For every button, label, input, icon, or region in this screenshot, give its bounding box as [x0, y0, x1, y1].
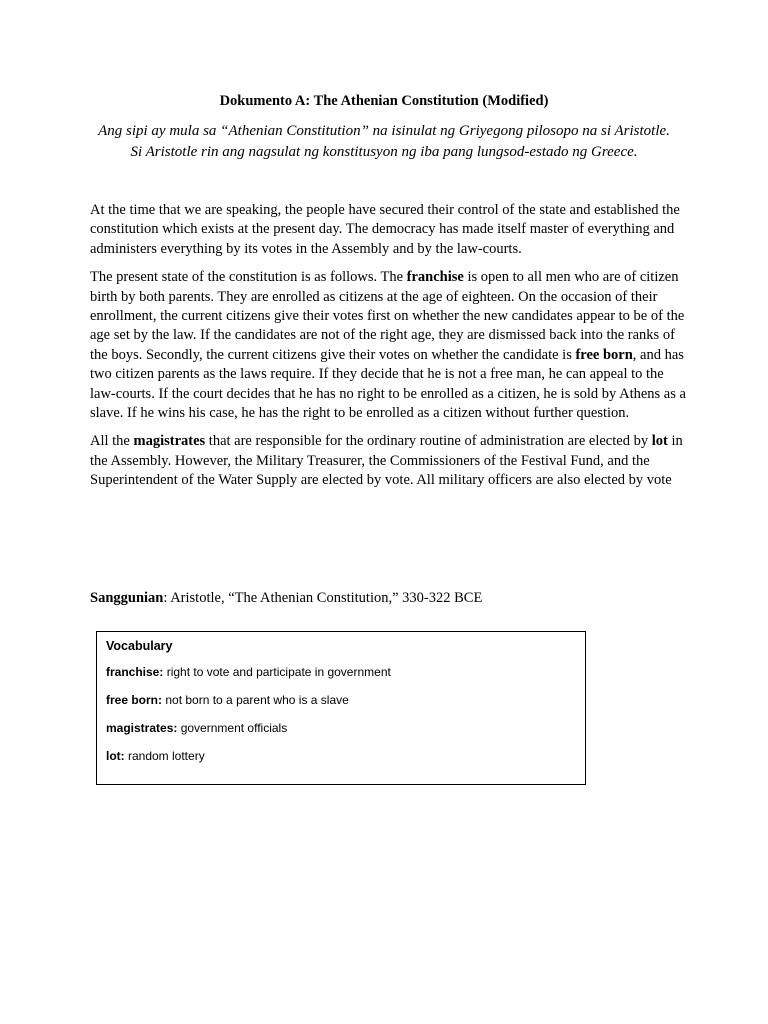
vocabulary-definition: not born to a parent who is a slave — [162, 693, 349, 707]
vocabulary-term: free born: — [106, 693, 163, 707]
paragraph-3-text-1: All the — [90, 433, 134, 450]
paragraph-2-text-2: is open to all men who are of citizen birth by both parents. They are enrolled as citizens at the age of eighteen. On the occasion of their enrollment, the current citizens give their votes first on whether the new candidates appear to be of the age set by the law. If the candidates are not of the right age, they are dismissed back into the ranks of the boys. Secondly, the current citizens give their votes on whether the candidate is — [90, 269, 685, 363]
document-title: Dokumento A: The Athenian Constitution (Modified) — [219, 93, 549, 109]
term-franchise: franchise — [406, 269, 464, 286]
paragraph-3-text-3: in the Assembly. However, the Military Treasurer, the Commissioners of the Festival Fund, and the Superintendent of the Water Supply are elected by vote. All military officers are also elected by vote — [90, 433, 683, 489]
source-label: Sanggunian — [90, 590, 164, 606]
vocabulary-term: magistrates: — [106, 721, 178, 735]
document-body — [90, 201, 690, 500]
paragraph-2-text-3: , and has two citizen parents as the laws require. If they decide that he is not a free man, he can appeal to the law-courts. If the court decides that he has no right to be enrolled as a citizen, he is sold by Athens as a slave. If he wins his case, he has the right to be enrolled as a citizen without further question. — [90, 346, 686, 422]
paragraph-2 — [90, 268, 690, 423]
term-lot: lot — [651, 433, 668, 450]
paragraph-3 — [90, 432, 690, 490]
vocabulary-definition: right to vote and participate in government — [163, 665, 391, 679]
vocabulary-item — [106, 749, 576, 763]
intro-line-1: Ang sipi ay mula sa “Athenian Constitution” na isinulat ng Griyegong pilosopo na si Aristotle. — [98, 123, 670, 139]
vocabulary-definition: government officials — [177, 721, 288, 735]
paragraph-2-text-1: The present state of the constitution is as follows. The — [90, 269, 407, 286]
paragraph-1: At the time that we are speaking, the people have secured their control of the state and established the constitution which exists at the present day. The democracy has made itself master of everything and administers everything by its votes in the Assembly and by the law-courts. — [90, 202, 680, 257]
term-free-born: free born — [575, 346, 633, 363]
term-magistrates: magistrates — [133, 433, 206, 450]
paragraph-3-text-2: that are responsible for the ordinary routine of administration are elected by — [205, 433, 652, 450]
source-citation — [90, 590, 690, 607]
intro-line-2: Si Aristotle rin ang nagsulat ng konstitusyon ng iba pang lungsod-estado ng Greece. — [130, 144, 638, 160]
vocabulary-definition: random lottery — [124, 749, 205, 763]
vocabulary-box — [96, 631, 586, 785]
vocabulary-term: franchise: — [106, 665, 164, 679]
vocabulary-item — [106, 665, 576, 679]
vocabulary-item — [106, 721, 576, 735]
vocabulary-heading: Vocabulary — [106, 639, 173, 653]
vocabulary-term: lot: — [106, 749, 125, 763]
document-intro — [80, 121, 688, 163]
source-text: : Aristotle, “The Athenian Constitution,” 330-322 BCE — [163, 590, 483, 606]
vocabulary-item — [106, 693, 576, 707]
